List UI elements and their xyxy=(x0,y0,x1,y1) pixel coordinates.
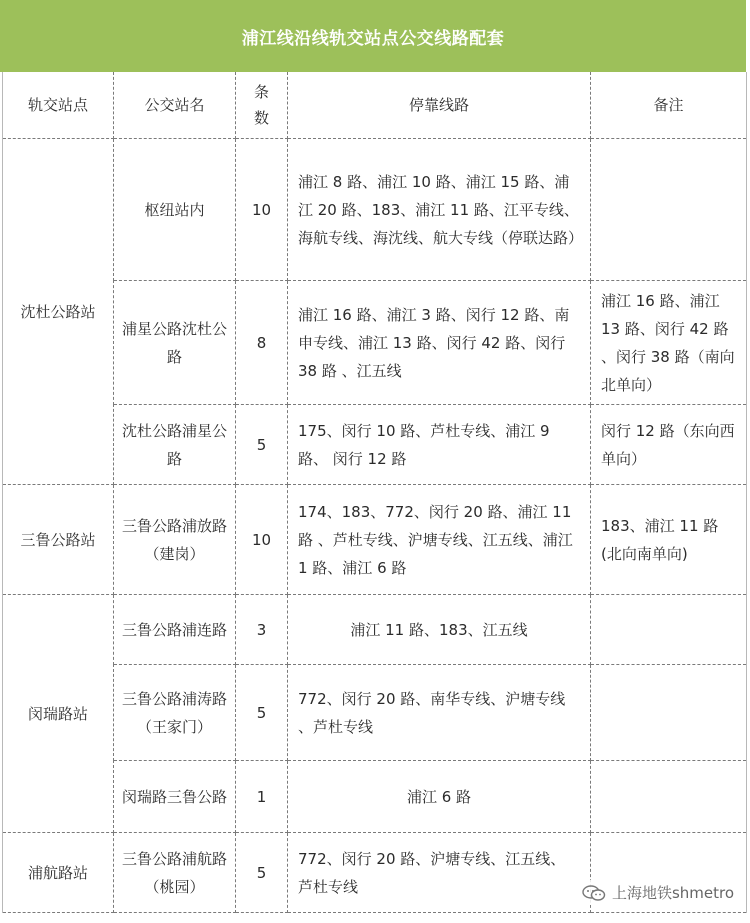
header-bus-stop: 公交站名 xyxy=(114,72,236,139)
lines-cell: 772、闵行 20 路、沪塘专线、江五线、 芦杜专线 xyxy=(288,833,591,913)
bus-stop-cell: 浦星公路沈杜公路 xyxy=(114,281,236,405)
lines-cell: 772、闵行 20 路、南华专线、沪塘专线 、芦杜专线 xyxy=(288,665,591,761)
note-cell xyxy=(591,139,747,281)
station-cell: 三鲁公路站 xyxy=(3,485,114,595)
header-lines: 停靠线路 xyxy=(288,72,591,139)
lines-cell: 浦江 6 路 xyxy=(288,761,591,833)
bus-stop-cell: 沈杜公路浦星公路 xyxy=(114,405,236,485)
bus-stop-cell: 三鲁公路浦放路 （建岗） xyxy=(114,485,236,595)
note-cell: 183、浦江 11 路(北向南单向) xyxy=(591,485,747,595)
count-cell: 10 xyxy=(236,139,288,281)
station-cell: 沈杜公路站 xyxy=(3,139,114,485)
station-cell: 浦航路站 xyxy=(3,833,114,913)
count-cell: 10 xyxy=(236,485,288,595)
count-cell: 5 xyxy=(236,665,288,761)
bus-stop-cell: 三鲁公路浦航路（桃园） xyxy=(114,833,236,913)
watermark xyxy=(578,880,738,905)
watermark-text: 上海地铁shmetro xyxy=(611,884,734,902)
bus-stop-cell: 三鲁公路浦涛路（王家门） xyxy=(114,665,236,761)
note-cell: 闵行 12 路（东向西单向） xyxy=(591,405,747,485)
lines-cell: 浦江 8 路、浦江 10 路、浦江 15 路、浦江 20 路、183、浦江 11 路、江平专线、海航专线、海沈线、航大专线（停联达路） xyxy=(288,139,591,281)
table-row xyxy=(3,761,747,833)
bus-stop-cell: 三鲁公路浦连路 xyxy=(114,595,236,665)
note-cell: 浦江 16 路、浦江 13 路、闵行 42 路 、闵行 38 路（南向北单向） xyxy=(591,281,747,405)
header-note: 备注 xyxy=(591,72,747,139)
lines-cell: 浦江 16 路、浦江 3 路、闵行 12 路、南申专线、浦江 13 路、闵行 42 路、闵行 38 路 、江五线 xyxy=(288,281,591,405)
count-cell: 8 xyxy=(236,281,288,405)
note-cell xyxy=(591,595,747,665)
header-count: 条 数 xyxy=(236,72,288,139)
lines-cell: 174、183、772、闵行 20 路、浦江 11 路 、芦杜专线、沪塘专线、江五线、浦江 1 路、浦江 6 路 xyxy=(288,485,591,595)
table-row xyxy=(3,405,747,485)
note-cell xyxy=(591,665,747,761)
bus-route-table xyxy=(2,72,747,913)
lines-cell: 浦江 11 路、183、江五线 xyxy=(288,595,591,665)
bus-stop-cell: 枢纽站内 xyxy=(114,139,236,281)
table-row xyxy=(3,665,747,761)
bus-stop-cell: 闵瑞路三鲁公路 xyxy=(114,761,236,833)
lines-cell: 175、闵行 10 路、芦杜专线、浦江 9 路、 闵行 12 路 xyxy=(288,405,591,485)
table-row xyxy=(3,485,747,595)
table-row xyxy=(3,595,747,665)
note-cell xyxy=(591,761,747,833)
count-cell: 5 xyxy=(236,833,288,913)
table-row xyxy=(3,281,747,405)
count-cell: 5 xyxy=(236,405,288,485)
header-station: 轨交站点 xyxy=(3,72,114,139)
count-cell: 3 xyxy=(236,595,288,665)
station-cell: 闵瑞路站 xyxy=(3,595,114,833)
count-cell: 1 xyxy=(236,761,288,833)
wechat-icon xyxy=(582,885,606,901)
table-row xyxy=(3,139,747,281)
table-title: 浦江线沿线轨交站点公交线路配套 xyxy=(0,0,746,72)
